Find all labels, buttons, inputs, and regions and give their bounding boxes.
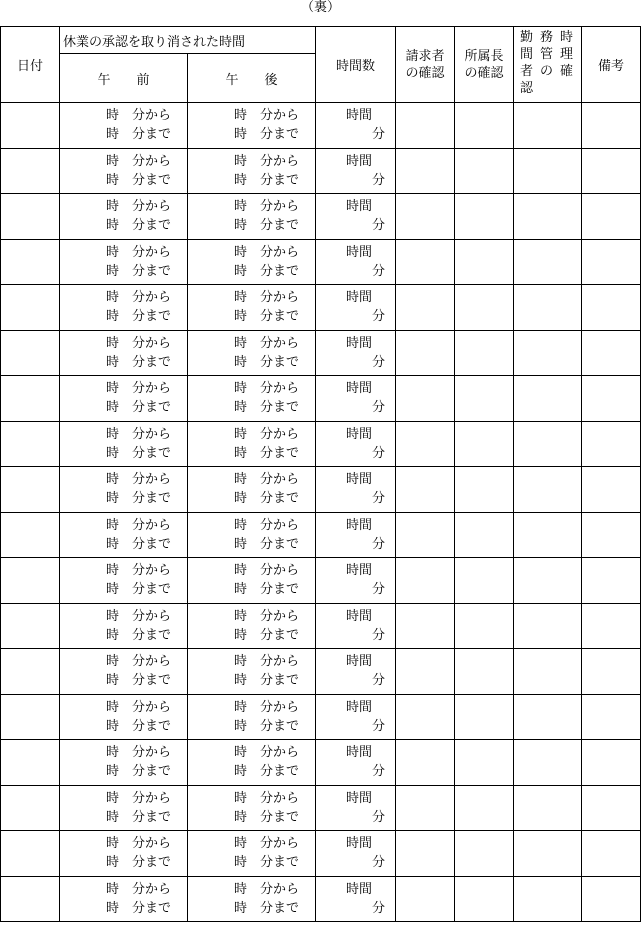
work-hours-manager-confirmation-cell[interactable] (514, 740, 582, 786)
pm-from-text: 時 分から (234, 654, 300, 670)
requester-header-line1: 請求者 (405, 48, 445, 64)
requester-confirmation-header (396, 27, 455, 103)
table-row (1, 603, 641, 649)
date-cell[interactable] (1, 194, 60, 240)
pm-from-text: 時 分から (234, 381, 300, 397)
pm-until-text: 時 分まで (234, 263, 300, 279)
minutes-text: 分 (372, 764, 386, 780)
pm-time-cell[interactable] (188, 103, 316, 149)
minutes-text: 分 (372, 354, 386, 370)
pm-from-text: 時 分から (234, 335, 300, 351)
pm-until-text: 時 分まで (234, 900, 300, 916)
requester-confirmation-cell[interactable] (396, 376, 455, 422)
chief-confirmation-cell[interactable] (455, 649, 514, 695)
minutes-text: 分 (372, 172, 386, 188)
minutes-text: 分 (372, 263, 386, 279)
work-hours-manager-confirmation-header: 勤務時間管理者の確認 (514, 27, 582, 103)
hours-cell[interactable] (316, 421, 396, 467)
hours-text: 時間 (346, 790, 373, 806)
chief-header-line1: 所属長 (464, 48, 504, 64)
pm-time-cell[interactable] (188, 421, 316, 467)
pm-until-text: 時 分まで (234, 536, 300, 552)
remarks-header: 備考 (582, 27, 641, 103)
table-row (1, 421, 641, 467)
work-hours-manager-confirmation-cell[interactable] (514, 239, 582, 285)
remarks-cell[interactable] (582, 148, 641, 194)
pm-until-text: 時 分まで (234, 809, 300, 825)
date-cell[interactable] (1, 558, 60, 604)
am-header: 午 前 (60, 54, 188, 103)
hours-cell[interactable] (316, 239, 396, 285)
table-row (1, 512, 641, 558)
pm-until-text: 時 分まで (234, 445, 300, 461)
hours-text: 時間 (346, 199, 373, 215)
am-until-text: 時 分まで (106, 309, 172, 325)
chief-confirmation-cell[interactable] (455, 512, 514, 558)
hours-text: 時間 (346, 699, 373, 715)
table-row (1, 785, 641, 831)
hours-cell[interactable] (316, 467, 396, 513)
pm-until-text: 時 分まで (234, 354, 300, 370)
date-cell[interactable] (1, 239, 60, 285)
am-from-text: 時 分から (106, 836, 172, 852)
hours-text: 時間 (346, 108, 373, 124)
work-hours-manager-confirmation-cell[interactable] (514, 649, 582, 695)
table-row (1, 558, 641, 604)
work-hours-manager-confirmation-cell[interactable] (514, 512, 582, 558)
remarks-cell[interactable] (582, 285, 641, 331)
date-cell[interactable] (1, 512, 60, 558)
minutes-text: 分 (372, 673, 386, 689)
pm-until-text: 時 分まで (234, 491, 300, 507)
date-cell[interactable] (1, 649, 60, 695)
requester-confirmation-cell[interactable] (396, 876, 455, 922)
requester-confirmation-cell[interactable] (396, 603, 455, 649)
am-until-text: 時 分まで (106, 718, 172, 734)
am-time-cell[interactable] (60, 694, 188, 740)
hours-cell[interactable] (316, 285, 396, 331)
remarks-cell[interactable] (582, 467, 641, 513)
date-cell[interactable] (1, 285, 60, 331)
chief-confirmation-cell[interactable] (455, 831, 514, 877)
work-hours-manager-confirmation-cell[interactable] (514, 467, 582, 513)
pm-until-text: 時 分まで (234, 400, 300, 416)
table-row (1, 649, 641, 695)
pm-time-cell[interactable] (188, 239, 316, 285)
am-from-text: 時 分から (106, 654, 172, 670)
pm-until-text: 時 分まで (234, 855, 300, 871)
requester-confirmation-cell[interactable] (396, 831, 455, 877)
work-hours-manager-confirmation-cell[interactable] (514, 421, 582, 467)
pm-time-cell[interactable] (188, 694, 316, 740)
chief-confirmation-cell[interactable] (455, 421, 514, 467)
am-until-text: 時 分まで (106, 218, 172, 234)
date-cell[interactable] (1, 831, 60, 877)
am-from-text: 時 分から (106, 745, 172, 761)
pm-time-cell[interactable] (188, 285, 316, 331)
date-cell[interactable] (1, 376, 60, 422)
table-row (1, 876, 641, 922)
work-hours-manager-confirmation-cell[interactable] (514, 603, 582, 649)
remarks-cell[interactable] (582, 694, 641, 740)
pm-time-cell[interactable] (188, 194, 316, 240)
am-from-text: 時 分から (106, 290, 172, 306)
work-hours-manager-confirmation-cell[interactable] (514, 785, 582, 831)
requester-confirmation-cell[interactable] (396, 421, 455, 467)
pm-from-text: 時 分から (234, 244, 300, 260)
chief-confirmation-cell[interactable] (455, 876, 514, 922)
am-from-text: 時 分から (106, 108, 172, 124)
am-time-cell[interactable] (60, 239, 188, 285)
pm-from-text: 時 分から (234, 745, 300, 761)
minutes-text: 分 (372, 809, 386, 825)
requester-confirmation-cell[interactable] (396, 740, 455, 786)
requester-confirmation-cell[interactable] (396, 194, 455, 240)
remarks-cell[interactable] (582, 376, 641, 422)
hours-cell[interactable] (316, 876, 396, 922)
chief-confirmation-cell[interactable] (455, 376, 514, 422)
pm-until-text: 時 分まで (234, 172, 300, 188)
date-cell[interactable] (1, 330, 60, 376)
hours-cell[interactable] (316, 376, 396, 422)
pm-from-text: 時 分から (234, 426, 300, 442)
hours-text: 時間 (346, 836, 373, 852)
pm-until-text: 時 分まで (234, 718, 300, 734)
minutes-text: 分 (372, 445, 386, 461)
table-row (1, 330, 641, 376)
work-hours-manager-confirmation-cell[interactable] (514, 376, 582, 422)
pm-from-text: 時 分から (234, 517, 300, 533)
am-until-text: 時 分まで (106, 263, 172, 279)
table-body (1, 103, 641, 922)
am-time-cell[interactable] (60, 285, 188, 331)
am-until-text: 時 分まで (106, 900, 172, 916)
pm-time-cell[interactable] (188, 558, 316, 604)
requester-confirmation-cell[interactable] (396, 785, 455, 831)
hours-cell[interactable] (316, 558, 396, 604)
date-cell[interactable] (1, 103, 60, 149)
am-from-text: 時 分から (106, 199, 172, 215)
am-from-text: 時 分から (106, 608, 172, 624)
chief-confirmation-cell[interactable] (455, 785, 514, 831)
pm-until-text: 時 分まで (234, 218, 300, 234)
work-hours-manager-confirmation-cell[interactable] (514, 148, 582, 194)
pm-from-text: 時 分から (234, 608, 300, 624)
am-until-text: 時 分まで (106, 127, 172, 143)
pm-from-text: 時 分から (234, 563, 300, 579)
requester-confirmation-cell[interactable] (396, 239, 455, 285)
pm-until-text: 時 分まで (234, 127, 300, 143)
pm-time-cell[interactable] (188, 512, 316, 558)
am-until-text: 時 分まで (106, 445, 172, 461)
requester-confirmation-cell[interactable] (396, 103, 455, 149)
am-from-text: 時 分から (106, 699, 172, 715)
am-time-cell[interactable] (60, 330, 188, 376)
minutes-text: 分 (372, 718, 386, 734)
hours-text: 時間 (346, 381, 373, 397)
table-row (1, 467, 641, 513)
am-time-cell[interactable] (60, 421, 188, 467)
am-from-text: 時 分から (106, 563, 172, 579)
am-from-text: 時 分から (106, 881, 172, 897)
hours-cell[interactable] (316, 831, 396, 877)
am-until-text: 時 分まで (106, 764, 172, 780)
table-row (1, 285, 641, 331)
table-row (1, 831, 641, 877)
am-until-text: 時 分まで (106, 536, 172, 552)
pm-from-text: 時 分から (234, 153, 300, 169)
am-from-text: 時 分から (106, 472, 172, 488)
date-cell[interactable] (1, 467, 60, 513)
am-until-text: 時 分まで (106, 491, 172, 507)
page-side-label: （裏） (300, 0, 340, 15)
pm-until-text: 時 分まで (234, 627, 300, 643)
chief-confirmation-cell[interactable] (455, 239, 514, 285)
minutes-text: 分 (372, 536, 386, 552)
pm-until-text: 時 分まで (234, 764, 300, 780)
table-row (1, 103, 641, 149)
hours-header: 時間数 (316, 27, 396, 103)
hours-cell[interactable] (316, 330, 396, 376)
am-until-text: 時 分まで (106, 673, 172, 689)
hours-text: 時間 (346, 472, 373, 488)
hours-text: 時間 (346, 517, 373, 533)
hours-cell[interactable] (316, 603, 396, 649)
hours-text: 時間 (346, 244, 373, 260)
remarks-cell[interactable] (582, 194, 641, 240)
work-hours-manager-confirmation-cell[interactable] (514, 558, 582, 604)
pm-until-text: 時 分まで (234, 582, 300, 598)
hours-text: 時間 (346, 881, 373, 897)
remarks-cell[interactable] (582, 649, 641, 695)
minutes-text: 分 (372, 855, 386, 871)
date-header: 日付 (1, 27, 60, 103)
requester-confirmation-cell[interactable] (396, 558, 455, 604)
hours-cell[interactable] (316, 740, 396, 786)
am-until-text: 時 分まで (106, 809, 172, 825)
am-from-text: 時 分から (106, 517, 172, 533)
am-time-cell[interactable] (60, 194, 188, 240)
pm-from-text: 時 分から (234, 699, 300, 715)
chief-confirmation-cell[interactable] (455, 467, 514, 513)
requester-confirmation-cell[interactable] (396, 330, 455, 376)
work-hours-manager-confirmation-cell[interactable] (514, 831, 582, 877)
am-until-text: 時 分まで (106, 172, 172, 188)
requester-confirmation-cell[interactable] (396, 649, 455, 695)
pm-time-cell[interactable] (188, 148, 316, 194)
pm-time-cell[interactable] (188, 603, 316, 649)
am-until-text: 時 分まで (106, 855, 172, 871)
hours-text: 時間 (346, 335, 373, 351)
work-hours-manager-confirmation-cell[interactable] (514, 694, 582, 740)
am-until-text: 時 分まで (106, 627, 172, 643)
hours-text: 時間 (346, 153, 373, 169)
am-time-cell[interactable] (60, 740, 188, 786)
hours-text: 時間 (346, 426, 373, 442)
am-from-text: 時 分から (106, 381, 172, 397)
am-time-cell[interactable] (60, 376, 188, 422)
hours-cell[interactable] (316, 694, 396, 740)
hours-cell[interactable] (316, 649, 396, 695)
table-row (1, 694, 641, 740)
pm-time-cell[interactable] (188, 831, 316, 877)
am-until-text: 時 分まで (106, 354, 172, 370)
am-from-text: 時 分から (106, 244, 172, 260)
minutes-text: 分 (372, 900, 386, 916)
pm-until-text: 時 分まで (234, 673, 300, 689)
remarks-cell[interactable] (582, 103, 641, 149)
hours-cell[interactable] (316, 103, 396, 149)
am-time-cell[interactable] (60, 603, 188, 649)
remarks-cell[interactable] (582, 876, 641, 922)
pm-from-text: 時 分から (234, 836, 300, 852)
date-cell[interactable] (1, 148, 60, 194)
chief-confirmation-cell[interactable] (455, 558, 514, 604)
pm-time-cell[interactable] (188, 330, 316, 376)
hours-text: 時間 (346, 563, 373, 579)
requester-confirmation-cell[interactable] (396, 285, 455, 331)
am-time-cell[interactable] (60, 876, 188, 922)
am-time-cell[interactable] (60, 148, 188, 194)
leave-cancellation-table (0, 26, 641, 922)
chief-confirmation-cell[interactable] (455, 194, 514, 240)
am-from-text: 時 分から (106, 426, 172, 442)
am-time-cell[interactable] (60, 467, 188, 513)
pm-time-cell[interactable] (188, 649, 316, 695)
hours-cell[interactable] (316, 512, 396, 558)
am-time-cell[interactable] (60, 103, 188, 149)
date-cell[interactable] (1, 785, 60, 831)
chief-confirmation-cell[interactable] (455, 148, 514, 194)
minutes-text: 分 (372, 400, 386, 416)
table-row (1, 239, 641, 285)
pm-from-text: 時 分から (234, 290, 300, 306)
work-hours-manager-confirmation-cell[interactable] (514, 330, 582, 376)
chief-confirmation-header (455, 27, 514, 103)
work-hours-manager-confirmation-cell[interactable] (514, 194, 582, 240)
chief-confirmation-cell[interactable] (455, 103, 514, 149)
chief-confirmation-cell[interactable] (455, 285, 514, 331)
minutes-text: 分 (372, 309, 386, 325)
date-cell[interactable] (1, 876, 60, 922)
remarks-cell[interactable] (582, 831, 641, 877)
date-cell[interactable] (1, 603, 60, 649)
remarks-cell[interactable] (582, 785, 641, 831)
chief-confirmation-cell[interactable] (455, 740, 514, 786)
remarks-cell[interactable] (582, 558, 641, 604)
date-cell[interactable] (1, 421, 60, 467)
requester-confirmation-cell[interactable] (396, 467, 455, 513)
hours-cell[interactable] (316, 194, 396, 240)
chief-header-line2: の確認 (464, 65, 504, 81)
am-until-text: 時 分まで (106, 400, 172, 416)
minutes-text: 分 (372, 127, 386, 143)
pm-from-text: 時 分から (234, 790, 300, 806)
pm-from-text: 時 分から (234, 881, 300, 897)
hours-text: 時間 (346, 745, 373, 761)
minutes-text: 分 (372, 582, 386, 598)
pm-time-cell[interactable] (188, 467, 316, 513)
requester-confirmation-cell[interactable] (396, 694, 455, 740)
pm-from-text: 時 分から (234, 472, 300, 488)
requester-confirmation-cell[interactable] (396, 512, 455, 558)
date-cell[interactable] (1, 740, 60, 786)
pm-from-text: 時 分から (234, 199, 300, 215)
hours-cell[interactable] (316, 785, 396, 831)
work-hours-manager-confirmation-cell[interactable] (514, 285, 582, 331)
hours-text: 時間 (346, 608, 373, 624)
am-time-cell[interactable] (60, 512, 188, 558)
pm-from-text: 時 分から (234, 108, 300, 124)
remarks-cell[interactable] (582, 603, 641, 649)
remarks-cell[interactable] (582, 740, 641, 786)
requester-header-line2: の確認 (405, 65, 445, 81)
minutes-text: 分 (372, 218, 386, 234)
table-row (1, 194, 641, 240)
minutes-text: 分 (372, 627, 386, 643)
remarks-cell[interactable] (582, 239, 641, 285)
table-row (1, 148, 641, 194)
remarks-cell[interactable] (582, 421, 641, 467)
chief-confirmation-cell[interactable] (455, 694, 514, 740)
am-until-text: 時 分まで (106, 582, 172, 598)
am-time-cell[interactable] (60, 785, 188, 831)
minutes-text: 分 (372, 491, 386, 507)
pm-time-cell[interactable] (188, 376, 316, 422)
cancelled-time-header: 休業の承認を取り消された時間 (60, 27, 316, 54)
table-row (1, 740, 641, 786)
hours-text: 時間 (346, 654, 373, 670)
am-from-text: 時 分から (106, 153, 172, 169)
requester-confirmation-cell[interactable] (396, 148, 455, 194)
chief-confirmation-cell[interactable] (455, 603, 514, 649)
table-row (1, 376, 641, 422)
remarks-cell[interactable] (582, 330, 641, 376)
pm-until-text: 時 分まで (234, 309, 300, 325)
pm-time-cell[interactable] (188, 785, 316, 831)
hours-text: 時間 (346, 290, 373, 306)
am-from-text: 時 分から (106, 335, 172, 351)
date-cell[interactable] (1, 694, 60, 740)
work-hours-manager-confirmation-cell[interactable] (514, 876, 582, 922)
am-time-cell[interactable] (60, 558, 188, 604)
pm-time-cell[interactable] (188, 876, 316, 922)
pm-time-cell[interactable] (188, 740, 316, 786)
am-from-text: 時 分から (106, 790, 172, 806)
am-time-cell[interactable] (60, 831, 188, 877)
am-time-cell[interactable] (60, 649, 188, 695)
work-hours-manager-confirmation-cell[interactable] (514, 103, 582, 149)
hours-cell[interactable] (316, 148, 396, 194)
remarks-cell[interactable] (582, 512, 641, 558)
chief-confirmation-cell[interactable] (455, 330, 514, 376)
pm-header: 午 後 (188, 54, 316, 103)
